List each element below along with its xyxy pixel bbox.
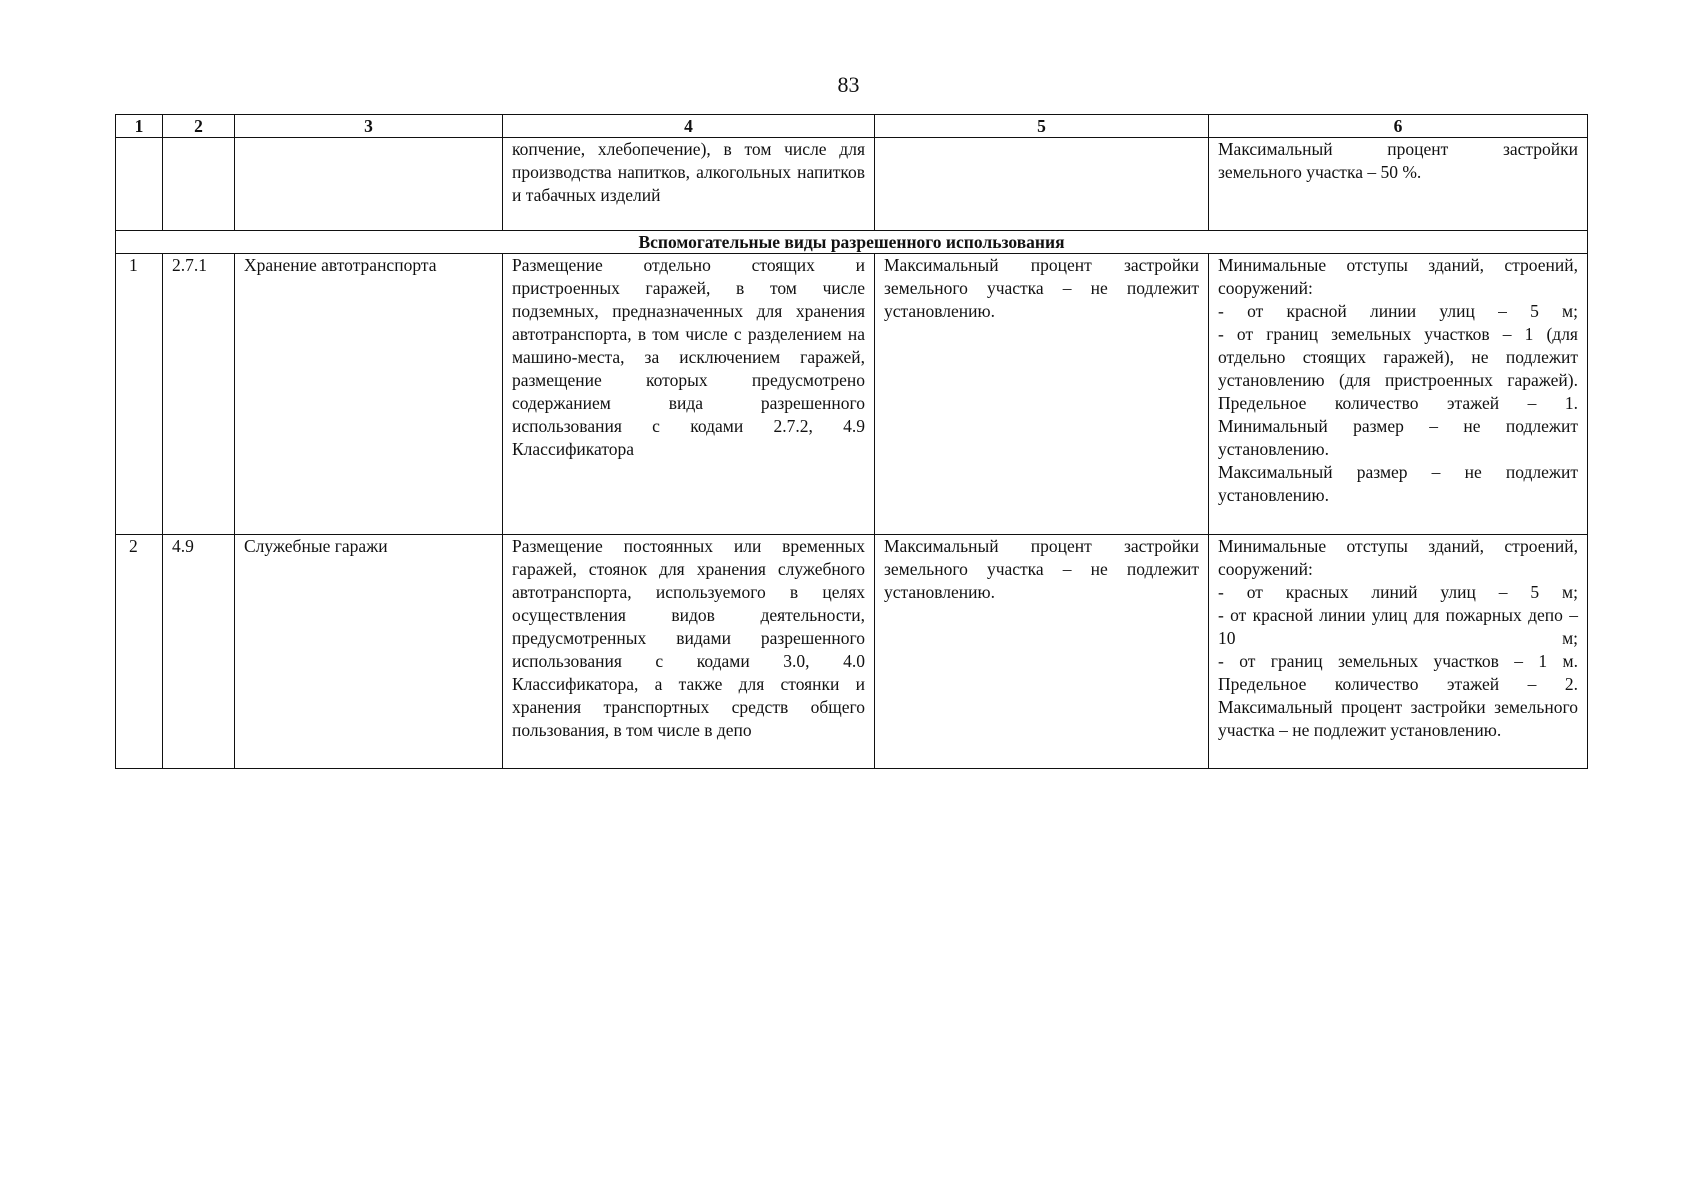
param-line: Минимальные отступы зданий, строений, сооружений:: [1218, 255, 1578, 298]
param-line: Предельное количество этажей – 1.: [1218, 393, 1578, 413]
param-line: Максимальный процент застройки: [1218, 139, 1578, 159]
row-description: Размещение отдельно стоящих и пристроенных гаражей, в том числе подземных, предназначенных для хранения автотранспорта, в том числе с разделением на машино-места, за исключением гаражей, размещение которых предусмотрено содержанием вида разрешенного использования с кодами 2.7.2, 4.9 Классификатора: [503, 254, 875, 535]
param-line: Предельное количество этажей – 2.: [1218, 674, 1578, 694]
continuation-description: копчение, хлебопечение), в том числе для производства напитков, алкогольных напитков и табачных изделий: [503, 138, 875, 231]
row-max-percent: Максимальный процент застройки земельного участка – не подлежит установлению.: [875, 254, 1209, 535]
row-max-percent: Максимальный процент застройки земельного участка – не подлежит установлению.: [875, 535, 1209, 769]
row-params: [1209, 254, 1588, 535]
land-use-table: [115, 114, 1588, 769]
row-name: Служебные гаражи: [235, 535, 503, 769]
param-line: - от красных линий улиц – 5 м;: [1218, 582, 1578, 602]
param-line: - от границ земельных участков – 1 (для отдельно стоящих гаражей), не подлежит установлению (для пристроенных гаражей).: [1218, 324, 1578, 390]
param-line: Минимальные отступы зданий, строений, сооружений:: [1218, 536, 1578, 579]
table-row: [116, 254, 1588, 535]
section-row: [116, 231, 1588, 254]
cell-empty: [235, 138, 503, 231]
param-line: земельного участка – 50 %.: [1218, 162, 1422, 182]
cell-empty: [163, 138, 235, 231]
param-line: - от красной линии улиц для пожарных депо – 10 м;: [1218, 605, 1578, 648]
column-header-4: 4: [503, 115, 875, 138]
column-header-1: 1: [116, 115, 163, 138]
column-header-5: 5: [875, 115, 1209, 138]
row-name: Хранение автотранспорта: [235, 254, 503, 535]
continuation-params: [1209, 138, 1588, 231]
row-description: Размещение постоянных или временных гаражей, стоянок для хранения служебного автотранспорта, используемого в целях осуществления видов деятельности, предусмотренных видами разрешенного использования с кодами 3.0, 4.0 Классификатора, а также для стоянки и хранения транспортных средств общего пользования, в том числе в депо: [503, 535, 875, 769]
row-params: [1209, 535, 1588, 769]
cell-empty: [875, 138, 1209, 231]
header-row: [116, 115, 1588, 138]
row-number: 2: [116, 535, 163, 769]
cell-empty: [116, 138, 163, 231]
param-line: Минимальный размер – не подлежит установлению.: [1218, 416, 1578, 459]
continuation-row: [116, 138, 1588, 231]
row-code: 4.9: [163, 535, 235, 769]
section-title: Вспомогательные виды разрешенного использования: [116, 231, 1588, 254]
param-line: - от границ земельных участков – 1 м.: [1218, 651, 1578, 671]
param-line: Максимальный размер – не подлежит установлению.: [1218, 462, 1578, 505]
param-line: Максимальный процент застройки земельного участка – не подлежит установлению.: [1218, 697, 1578, 740]
column-header-2: 2: [163, 115, 235, 138]
row-code: 2.7.1: [163, 254, 235, 535]
row-number: 1: [116, 254, 163, 535]
page-number: 83: [837, 72, 860, 97]
param-line: - от красной линии улиц – 5 м;: [1218, 301, 1578, 321]
column-header-6: 6: [1209, 115, 1588, 138]
column-header-3: 3: [235, 115, 503, 138]
table-row: [116, 535, 1588, 769]
